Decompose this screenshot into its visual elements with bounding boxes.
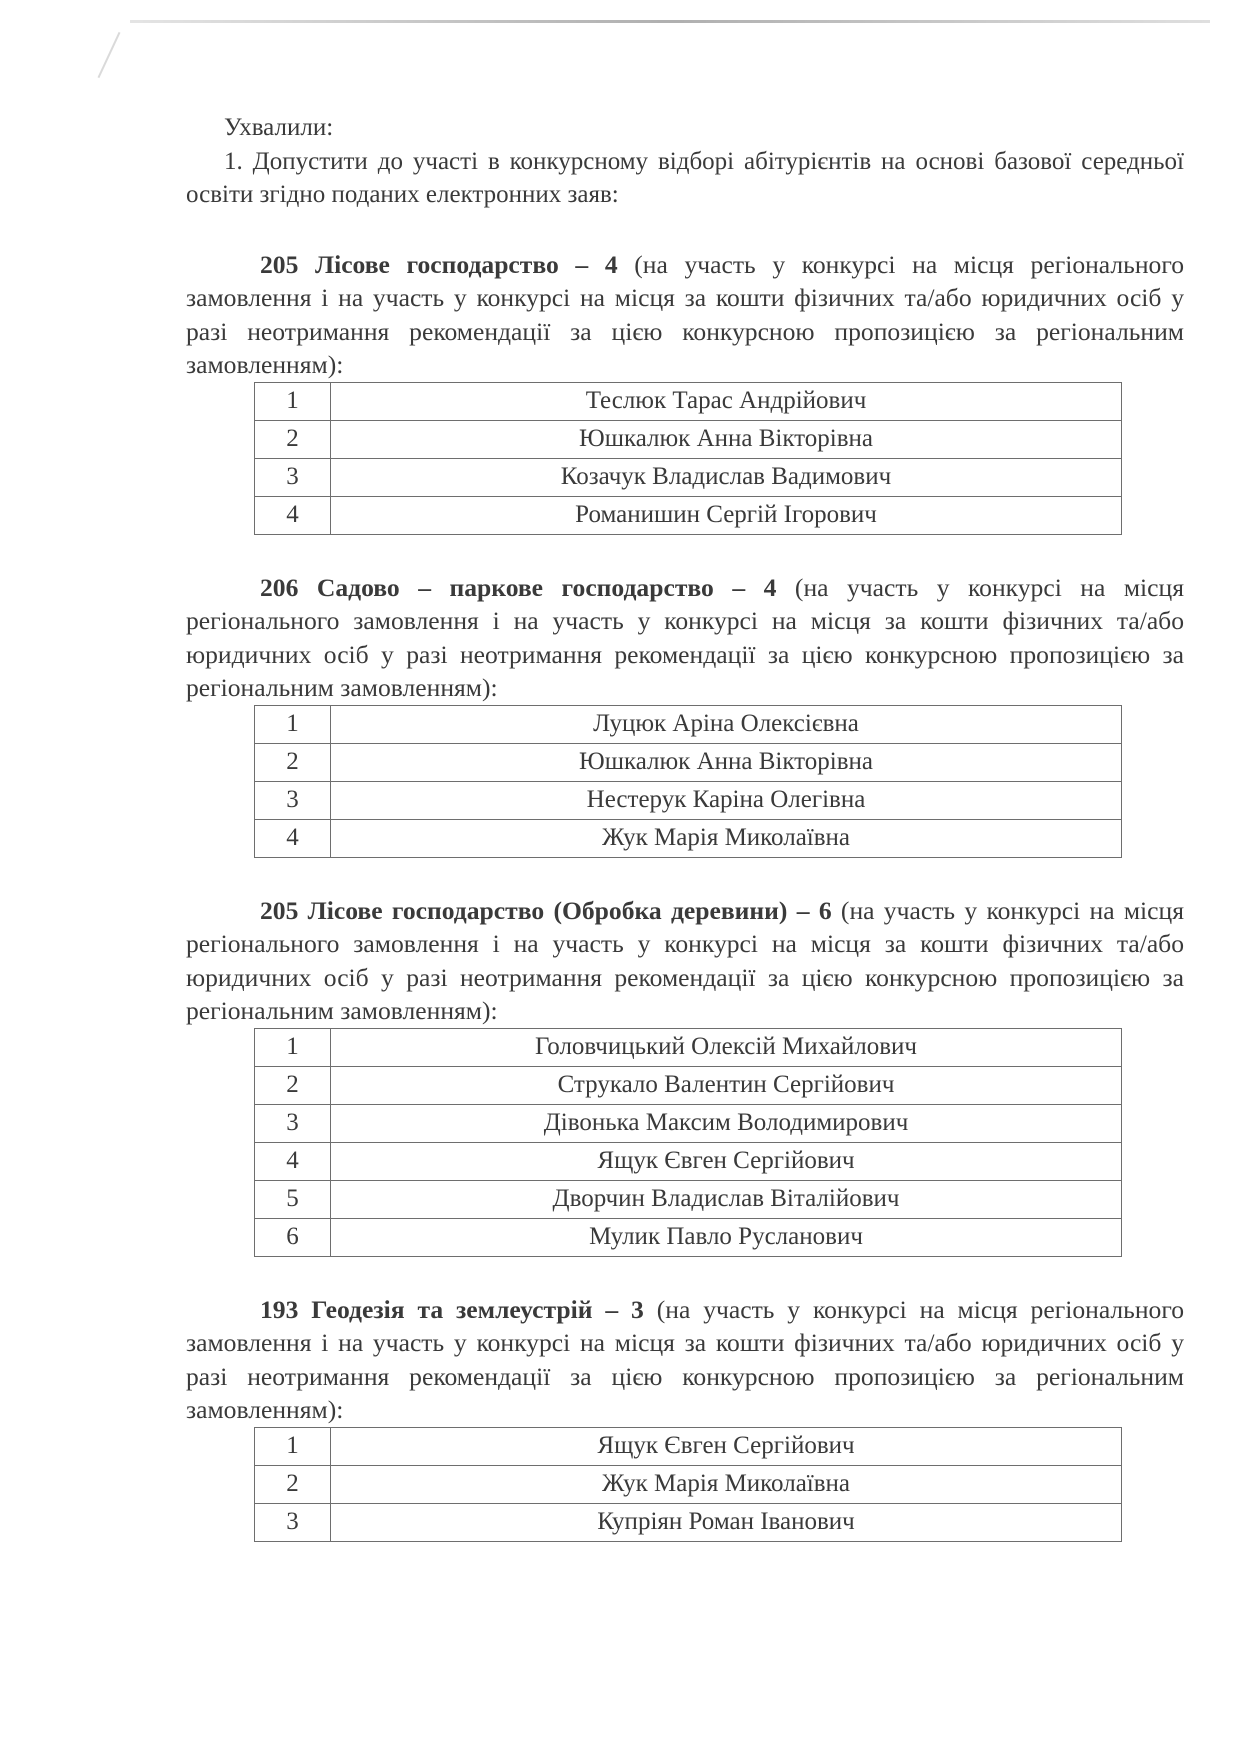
section-heading: [186, 248, 1184, 382]
section-title: 206 Садово – паркове господарство – 4: [260, 572, 777, 602]
table-row: [255, 1104, 1122, 1142]
applicants-table: [254, 705, 1122, 858]
applicant-name: Головчицький Олексій Михайлович: [331, 1028, 1122, 1066]
applicant-name: Теслюк Тарас Андрійович: [331, 382, 1122, 420]
applicant-name: Ящук Євген Сергійович: [331, 1427, 1122, 1465]
table-row: [255, 458, 1122, 496]
row-number: 4: [255, 819, 331, 857]
section-title: 205 Лісове господарство (Обробка деревини) – 6: [260, 895, 832, 925]
table-row: [255, 1465, 1122, 1503]
resolution-paragraph: 1. Допустити до участі в конкурсному відборі абітурієнтів на основі базової середньої освіти згідно поданих електронних заяв:: [186, 147, 1184, 208]
applicant-name: Луцюк Аріна Олексієвна: [331, 705, 1122, 743]
applicant-name: Козачук Владислав Вадимович: [331, 458, 1122, 496]
applicant-name: Юшкалюк Анна Вікторівна: [331, 420, 1122, 458]
scan-edge-top: [130, 20, 1210, 23]
table-row: [255, 819, 1122, 857]
row-number: 3: [255, 781, 331, 819]
row-number: 1: [255, 705, 331, 743]
scan-edge-left: [98, 32, 121, 78]
table-row: [255, 1503, 1122, 1541]
row-number: 1: [255, 382, 331, 420]
section-note: (на участь у конкурсі на місця регіонального замовлення і на участь у конкурсі на місця за кошти фізичних та/або юридичних осіб у разі неотримання рекомендації за цією конкурсною пропозицією за регіональним замовленням):: [186, 1294, 1184, 1424]
applicant-name: Струкало Валентин Сергійович: [331, 1066, 1122, 1104]
section-note: (на участь у конкурсі на місця регіонального замовлення і на участь у конкурсі на місця за кошти фізичних та/або юридичних осіб у разі неотримання рекомендації за цією конкурсною пропозицією за регіональним замовленням):: [186, 895, 1184, 1025]
row-number: 4: [255, 1142, 331, 1180]
section-heading: [186, 1293, 1184, 1427]
document-body: [186, 111, 1184, 1542]
applicant-name: Дівонька Максим Володимирович: [331, 1104, 1122, 1142]
row-number: 2: [255, 1465, 331, 1503]
row-number: 1: [255, 1028, 331, 1066]
table-row: [255, 1427, 1122, 1465]
table-row: [255, 1028, 1122, 1066]
row-number: 2: [255, 743, 331, 781]
applicant-name: Ящук Євген Сергійович: [331, 1142, 1122, 1180]
row-number: 2: [255, 1066, 331, 1104]
row-number: 1: [255, 1427, 331, 1465]
applicants-table: [254, 1427, 1122, 1542]
table-row: [255, 1066, 1122, 1104]
section-note: (на участь у конкурсі на місця регіонального замовлення і на участь у конкурсі на місця за кошти фізичних та/або юридичних осіб у разі неотримання рекомендації за цією конкурсною пропозицією за регіональним замовленням):: [186, 249, 1184, 379]
applicant-name: Жук Марія Миколаївна: [331, 1465, 1122, 1503]
applicant-name: Нестерук Каріна Олегівна: [331, 781, 1122, 819]
table-row: [255, 420, 1122, 458]
applicant-name: Дворчин Владислав Віталійович: [331, 1180, 1122, 1218]
applicants-table: [254, 382, 1122, 535]
section-heading: [186, 894, 1184, 1028]
applicant-name: Мулик Павло Русланович: [331, 1218, 1122, 1256]
section-note: (на участь у конкурсі на місця регіонального замовлення і на участь у конкурсі на місця за кошти фізичних та/або юридичних осіб у разі неотримання рекомендації за цією конкурсною пропозицією за регіональним замовленням):: [186, 572, 1184, 702]
section-title: 205 Лісове господарство – 4: [260, 249, 618, 279]
table-row: [255, 705, 1122, 743]
table-row: [255, 743, 1122, 781]
table-row: [255, 1180, 1122, 1218]
resolution-heading: Ухвалили:: [224, 114, 334, 141]
table-row: [255, 496, 1122, 534]
applicant-name: Юшкалюк Анна Вікторівна: [331, 743, 1122, 781]
applicant-name: Романишин Сергій Ігорович: [331, 496, 1122, 534]
table-row: [255, 382, 1122, 420]
table-row: [255, 781, 1122, 819]
applicants-table: [254, 1028, 1122, 1257]
row-number: 5: [255, 1180, 331, 1218]
row-number: 3: [255, 458, 331, 496]
row-number: 3: [255, 1104, 331, 1142]
applicant-name: Купріян Роман Іванович: [331, 1503, 1122, 1541]
row-number: 6: [255, 1218, 331, 1256]
table-row: [255, 1218, 1122, 1256]
section-title: 193 Геодезія та землеустрій – 3: [260, 1294, 644, 1324]
row-number: 2: [255, 420, 331, 458]
applicant-name: Жук Марія Миколаївна: [331, 819, 1122, 857]
row-number: 4: [255, 496, 331, 534]
spacer: [186, 212, 1184, 248]
table-row: [255, 1142, 1122, 1180]
row-number: 3: [255, 1503, 331, 1541]
section-heading: [186, 571, 1184, 705]
